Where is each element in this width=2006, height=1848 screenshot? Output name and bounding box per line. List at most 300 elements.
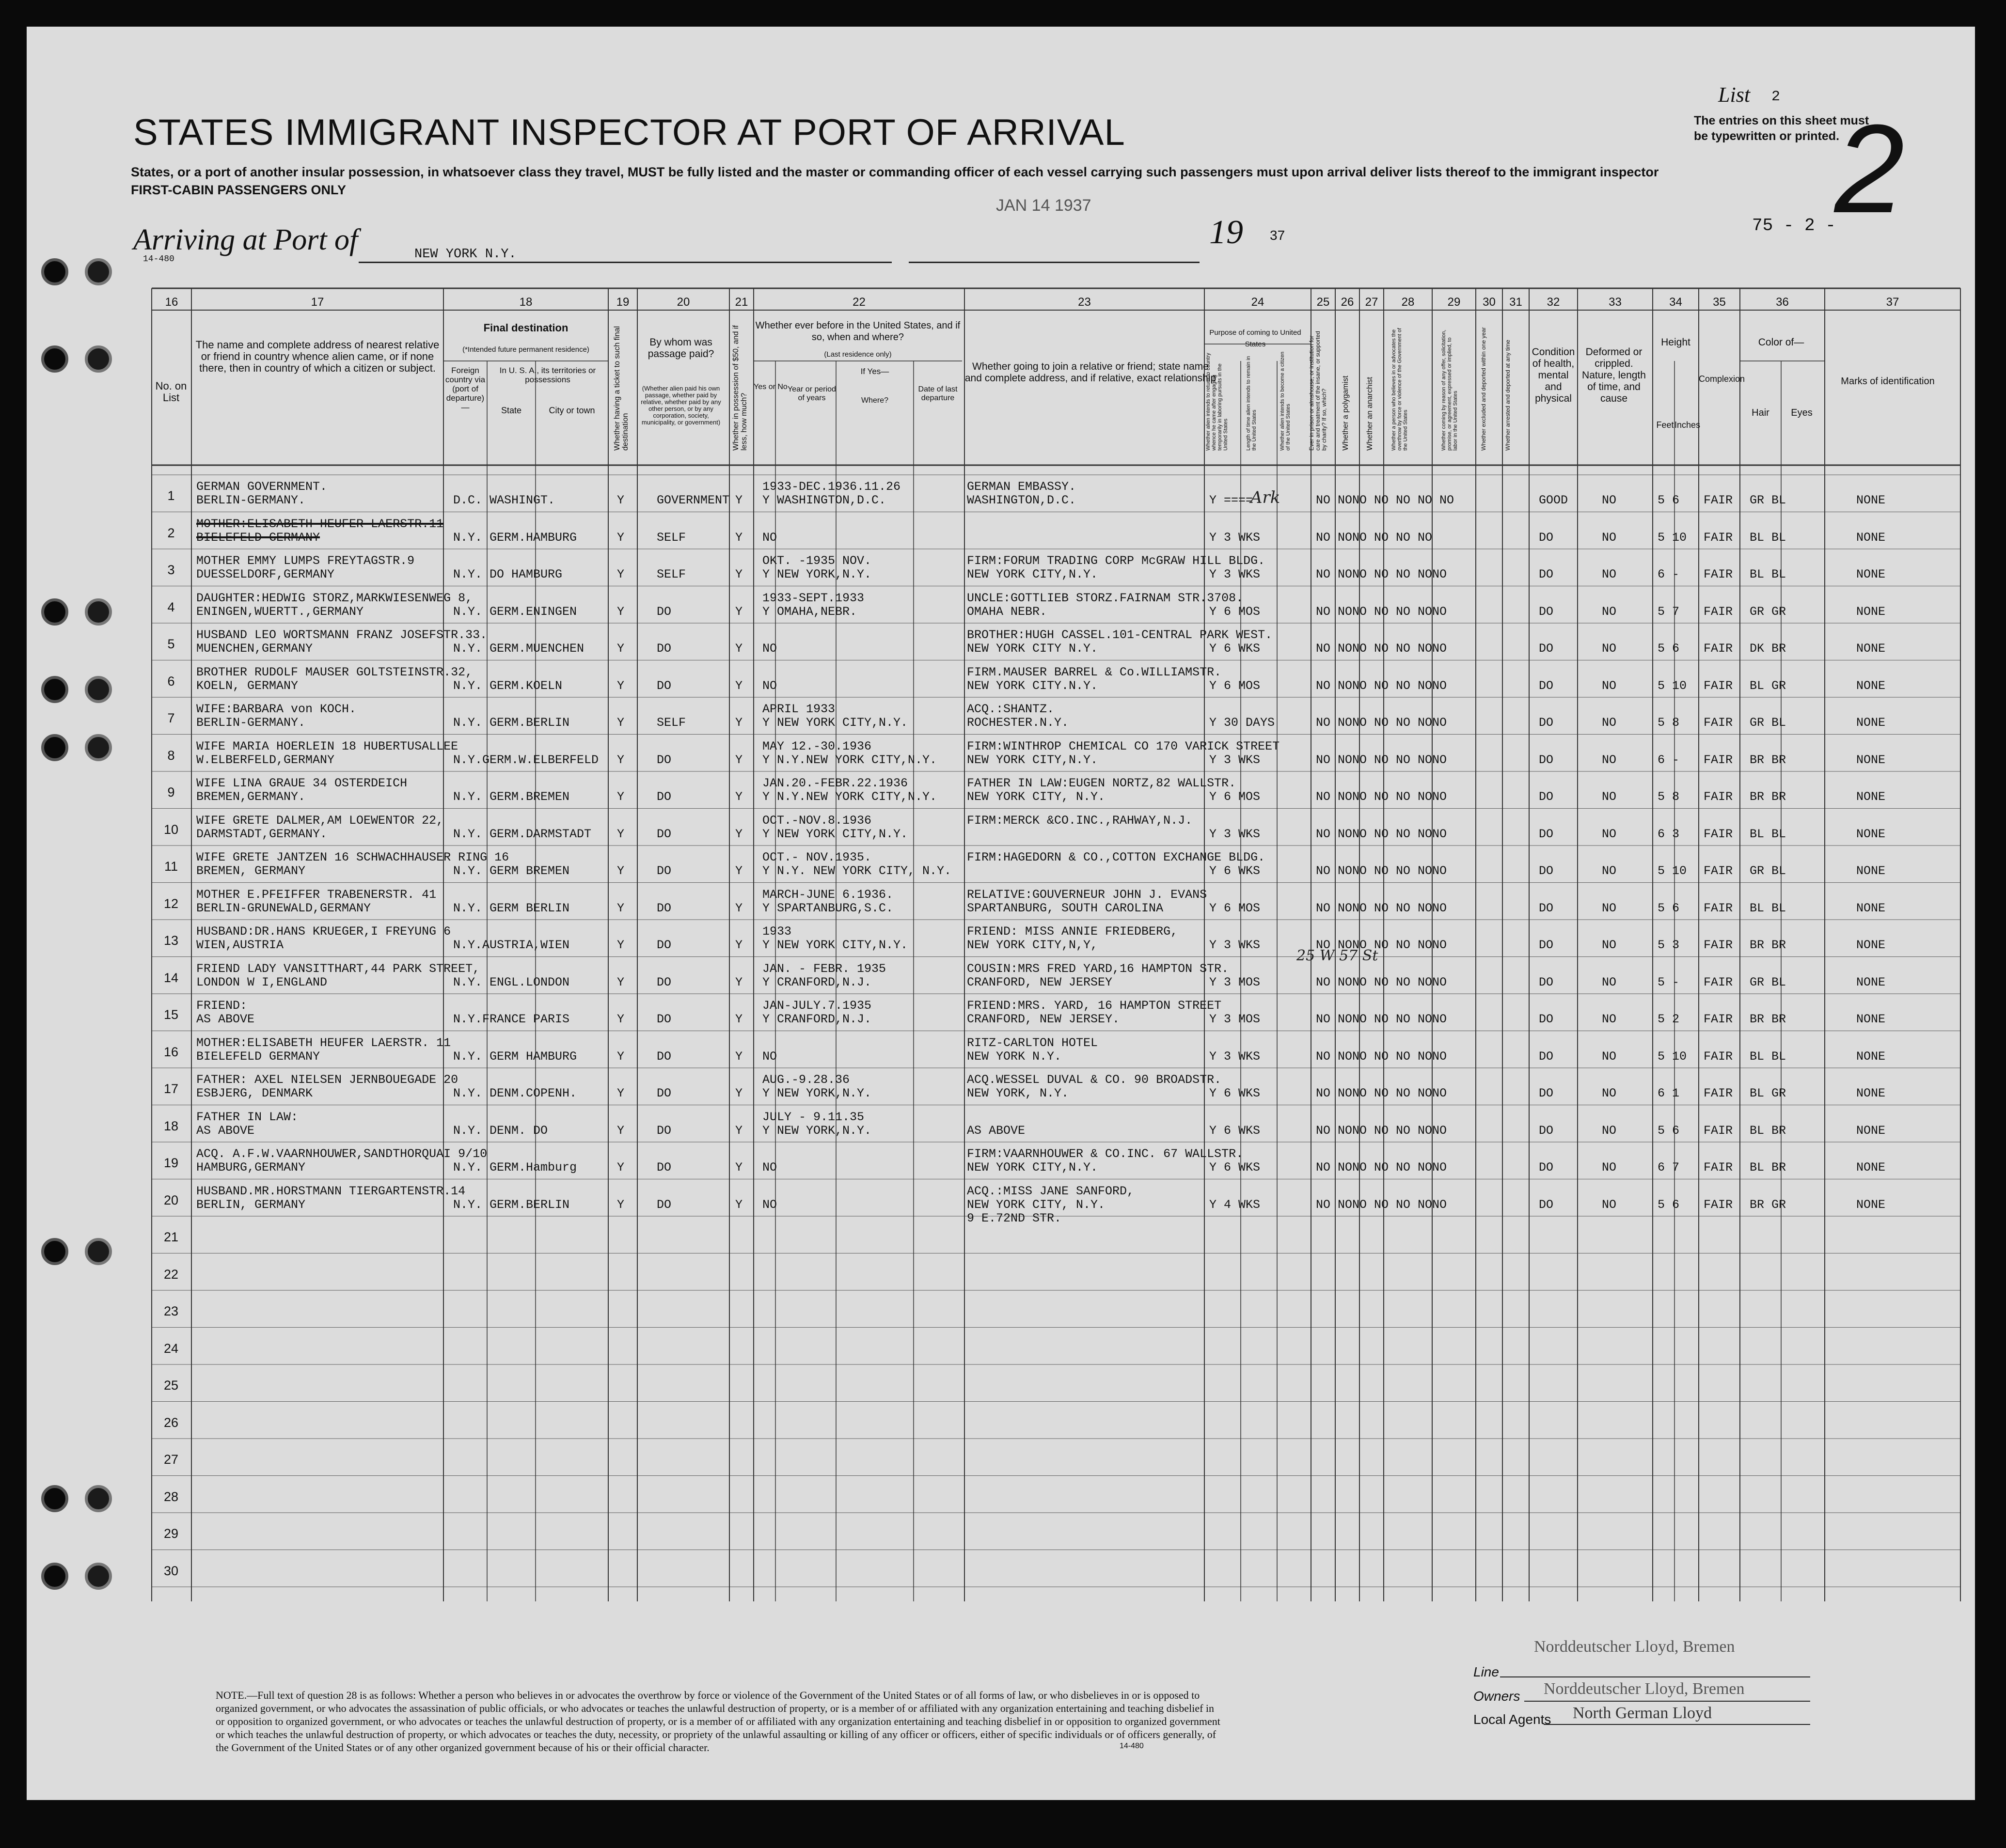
header-prison: Ever in prison or almshouse, or institution for care and treatment of the insane, or supported by charity? If so, which?	[1308, 331, 1327, 451]
relative-address-line: HUSBAND LEO WORTSMANN FRANZ JOSEFSTR.33.	[196, 628, 488, 642]
previous-us-stay: NO	[762, 530, 777, 545]
passage-paid-by: DO	[657, 1049, 672, 1064]
deformed-value: NO	[1602, 642, 1617, 656]
deformed-value: NO	[1602, 975, 1617, 989]
joining-relative-line: NEW YORK CITY,N.Y.	[967, 567, 1098, 581]
year-suffix: 37	[1270, 228, 1285, 243]
health-value: DO	[1539, 530, 1554, 545]
previous-us-stay: 1933	[762, 924, 792, 939]
fifty-dollars-value: Y	[735, 530, 743, 545]
row-number: 20	[163, 1192, 179, 1207]
hair-eyes-value: GR BL	[1750, 864, 1786, 878]
fifty-dollars-value: Y	[735, 1086, 743, 1100]
ticket-value: Y	[617, 827, 625, 841]
health-value: DO	[1539, 1160, 1554, 1175]
deformed-value: NO	[1602, 1123, 1617, 1138]
previous-us-stay: OCT.- NOV.1935.	[762, 850, 872, 864]
relative-address-line: W.ELBERFELD,GERMANY	[196, 752, 335, 767]
complexion-value: FAIR	[1704, 1123, 1733, 1138]
fifty-dollars-value: Y	[735, 938, 743, 952]
list-number-typed: 2	[1771, 89, 1781, 105]
previous-us-stay: OKT. -1935 NOV.	[762, 554, 872, 568]
health-value: DO	[1539, 752, 1554, 767]
previous-us-stay: MARCH-JUNE 6.1936.	[762, 887, 894, 902]
purpose-value: Y 30 DAYS	[1209, 716, 1275, 730]
height-value: 5 6	[1658, 493, 1680, 507]
ticket-value: Y	[617, 1160, 625, 1175]
final-destination: D.C. WASHINGT.	[453, 493, 555, 507]
relative-address-line: BERLIN-GERMANY.	[196, 716, 306, 730]
health-value: DO	[1539, 901, 1554, 915]
passage-paid-by: SELF	[657, 716, 686, 730]
column-number: 18	[519, 296, 533, 309]
passage-paid-by: DO	[657, 901, 672, 915]
height-value: 5 6	[1658, 901, 1680, 915]
row-number: 10	[163, 822, 179, 837]
deformed-value: NO	[1602, 1160, 1617, 1175]
fifty-dollars-value: Y	[735, 716, 743, 730]
complexion-value: FAIR	[1704, 827, 1733, 841]
fifty-dollars-value: Y	[735, 790, 743, 804]
relative-address-line: FRIEND:	[196, 999, 248, 1013]
row-number: 29	[163, 1526, 179, 1541]
header-passage-note: (Whether alien paid his own passage, whether paid by relative, whether paid by any other person, or by any corporation, society, municipality, or government)	[641, 385, 721, 426]
relative-address-line: BERLIN-GRUNEWALD,GERMANY	[196, 901, 371, 915]
passage-paid-by: DO	[657, 790, 672, 804]
health-value: DO	[1539, 975, 1554, 989]
previous-us-stay: JULY - 9.11.35	[762, 1110, 865, 1124]
complexion-value: FAIR	[1704, 1012, 1733, 1026]
column-number: 21	[735, 296, 748, 309]
column-number: 35	[1713, 296, 1726, 309]
passage-paid-by: DO	[657, 1197, 672, 1212]
health-value: DO	[1539, 1049, 1554, 1064]
footnote-question-28: NOTE.—Full text of question 28 is as follows: Whether a person who believes in or advocates the overthrow by force or violence of the Government of the United States or of all forms of law, or who disbelieves in or is opposed to organized government, or who advocates the assassination of public officials, or who advocates or teaches the unlawful destruction of property, or is a member of or affiliated with any organization entertaining and teaching disbelief in or opposition to organized government, or who advocates or teaches the unlawful destruction of property, or is a member of or affiliated with any organization entertaining and teaching disbelief in or opposition to organized government or which teaches the unlawful destruction of property, or which advocates or teaches the duty, necessity, or propriety of the unlawful assaulting or killing of any officer or officers, either of specific individuals or of officers generally, of the Government of the United States or of any other organized government because of his or their official character.	[216, 1689, 1220, 1754]
relative-address-line: AS ABOVE	[196, 1123, 255, 1138]
form-number-top: 14-480	[143, 254, 174, 264]
relative-address-line: MOTHER:ELISABETH HEUFER LAERSTR. 11	[196, 1035, 451, 1050]
relative-address-line: DARMSTADT,GERMANY.	[196, 827, 328, 841]
complexion-value: FAIR	[1704, 1049, 1733, 1064]
purpose-value: Y 3 WKS	[1209, 567, 1261, 581]
relative-address-line: HAMBURG,GERMANY	[196, 1160, 306, 1175]
height-value: 5 10	[1658, 864, 1687, 878]
marks-value: NONE	[1856, 752, 1886, 767]
health-value: DO	[1539, 567, 1554, 581]
purpose-value: Y 3 MOS	[1209, 1012, 1261, 1026]
row-number: 18	[163, 1118, 179, 1133]
joining-relative-line: COUSIN:MRS FRED YARD,16 HAMPTON STR.	[967, 961, 1229, 976]
complexion-value: FAIR	[1704, 975, 1733, 989]
joining-relative-line: FIRM:WINTHROP CHEMICAL CO 170 VARICK STREET	[967, 739, 1280, 753]
previous-us-stay: AUG.-9.28.36	[762, 1073, 850, 1087]
questions-25-31: NO NONO NO NO NONO	[1316, 604, 1447, 619]
joining-relative-line: NEW YORK CITY N.Y.	[967, 642, 1098, 656]
previous-us-stay: Y NEW YORK CITY,N.Y.	[762, 827, 908, 841]
previous-us-stay: Y NEW YORK CITY,N.Y.	[762, 716, 908, 730]
complexion-value: FAIR	[1704, 790, 1733, 804]
hair-eyes-value: GR BL	[1750, 493, 1786, 507]
health-value: DO	[1539, 1197, 1554, 1212]
row-number: 28	[163, 1489, 179, 1504]
passage-paid-by: DO	[657, 1160, 672, 1175]
fifty-dollars-value: Y	[735, 901, 743, 915]
height-value: 5 6	[1658, 1123, 1680, 1138]
ticket-value: Y	[617, 493, 625, 507]
height-value: 6 -	[1658, 752, 1680, 767]
marks-value: NONE	[1856, 493, 1886, 507]
previous-us-stay: Y CRANFORD,N.J.	[762, 1012, 872, 1026]
fifty-dollars-value: Y	[735, 493, 743, 507]
questions-25-31: NO NONO NO NO NONO	[1316, 1049, 1447, 1064]
fifty-dollars-value: Y	[735, 567, 743, 581]
agents-label: Local Agents	[1473, 1712, 1551, 1727]
fifty-dollars-value: Y	[735, 678, 743, 693]
final-destination: N.Y. GERM.ENINGEN	[453, 604, 577, 619]
joining-relative-line: UNCLE:GOTTLIEB STORZ.FAIRNAM STR.3708.	[967, 591, 1244, 605]
previous-us-stay: Y NEW YORK,N.Y.	[762, 1123, 872, 1138]
ticket-value: Y	[617, 1197, 625, 1212]
previous-us-stay: 1933-SEPT.1933	[762, 591, 865, 605]
relative-address-line: WIFE LINA GRAUE 34 OSTERDEICH	[196, 776, 408, 790]
row-number: 2	[167, 525, 175, 540]
column-number: 24	[1251, 296, 1264, 309]
relative-address-line: HUSBAND.MR.HORSTMANN TIERGARTENSTR.14	[196, 1184, 466, 1198]
previous-us-stay: Y NEW YORK,N.Y.	[762, 567, 872, 581]
joining-relative-line: NEW YORK CITY,N.Y.	[967, 1160, 1098, 1175]
list-label: List	[1718, 83, 1751, 107]
height-value: 5 6	[1658, 1197, 1680, 1212]
relative-address-line: WIFE:BARBARA von KOCH.	[196, 702, 357, 716]
previous-us-stay: JAN. - FEBR. 1935	[762, 961, 886, 976]
marks-value: NONE	[1856, 642, 1886, 656]
fifty-dollars-value: Y	[735, 864, 743, 878]
purpose-value: Y 6 WKS	[1209, 1123, 1261, 1138]
ticket-value: Y	[617, 567, 625, 581]
purpose-value: Y 3 WKS	[1209, 827, 1261, 841]
header-marks: Marks of identification	[1841, 376, 1935, 387]
header-excluded: Whether excluded and deported within one year	[1480, 327, 1487, 451]
joining-relative-line: AS ABOVE	[967, 1123, 1026, 1138]
passage-paid-by: GOVERNMENT	[657, 493, 730, 507]
health-value: DO	[1539, 642, 1554, 656]
ticket-value: Y	[617, 530, 625, 545]
joining-relative-line: BROTHER:HUGH CASSEL.101-CENTRAL PARK WEST.	[967, 628, 1273, 642]
passage-paid-by: DO	[657, 642, 672, 656]
relative-address-line: MOTHER EMMY LUMPS FREYTAGSTR.9	[196, 554, 415, 568]
ticket-value: Y	[617, 716, 625, 730]
final-destination: N.Y. ENGL.LONDON	[453, 975, 570, 989]
deformed-value: NO	[1602, 1197, 1617, 1212]
purpose-value: Y 3 MOS	[1209, 975, 1261, 989]
row-number: 3	[167, 563, 175, 577]
column-number: 28	[1401, 296, 1415, 309]
joining-relative-line: FIRM:FORUM TRADING CORP McGRAW HILL BLDG.	[967, 554, 1265, 568]
header-final-destination: Final destination	[483, 322, 569, 334]
marks-value: NONE	[1856, 1049, 1886, 1064]
previous-us-stay: MAY 12.-30.1936	[762, 739, 872, 753]
final-destination: N.Y. GERM.BERLIN	[453, 716, 570, 730]
header-foreign-country: Foreign country via (port of departure)—	[445, 366, 486, 412]
relative-address-line: WIFE MARIA HOERLEIN 18 HUBERTUSALLEE	[196, 739, 458, 753]
final-destination: N.Y. DENM. DO	[453, 1123, 548, 1138]
handwritten-note: Ark	[1250, 488, 1280, 507]
column-number: 20	[677, 296, 690, 309]
marks-value: NONE	[1856, 864, 1886, 878]
complexion-value: FAIR	[1704, 752, 1733, 767]
column-number: 22	[853, 296, 866, 309]
row-number: 9	[167, 785, 175, 799]
relative-address-line: BIELEFELD GERMANY	[196, 1049, 320, 1064]
purpose-value: Y 3 WKS	[1209, 938, 1261, 952]
complexion-value: FAIR	[1704, 1160, 1733, 1175]
header-hair: Hair	[1752, 407, 1769, 418]
previous-us-stay: JAN.20.-FEBR.22.1936	[762, 776, 908, 790]
owners-underline	[1524, 1701, 1810, 1702]
marks-value: NONE	[1856, 678, 1886, 693]
marks-value: NONE	[1856, 1012, 1886, 1026]
passage-paid-by: DO	[657, 604, 672, 619]
marks-value: NONE	[1856, 975, 1886, 989]
complexion-value: FAIR	[1704, 716, 1733, 730]
row-number: 11	[164, 859, 178, 874]
questions-25-31: NO NONO NO NO NONO	[1316, 642, 1447, 656]
column-number: 25	[1316, 296, 1330, 309]
joining-relative-line: FIRM:VAARNHOUWER & CO.INC. 67 WALLSTR.	[967, 1147, 1244, 1161]
purpose-value: Y 3 WKS	[1209, 530, 1261, 545]
passage-paid-by: SELF	[657, 530, 686, 545]
joining-relative-line: ACQ.:MISS JANE SANFORD,	[967, 1184, 1135, 1198]
passage-paid-by: DO	[657, 864, 672, 878]
previous-us-stay: Y NEW YORK,N.Y.	[762, 1086, 872, 1100]
joining-relative-line: NEW YORK N.Y.	[967, 1049, 1062, 1064]
height-value: 5 2	[1658, 1012, 1680, 1026]
header-state: State	[501, 406, 522, 415]
header-before-in-us: Whether ever before in the United States, and if so, when and where?	[755, 320, 961, 343]
complexion-value: FAIR	[1704, 938, 1733, 952]
hair-eyes-value: DK BR	[1750, 642, 1786, 656]
column-number: 31	[1509, 296, 1522, 309]
height-value: 6 -	[1658, 567, 1680, 581]
typewrite-note: be typewritten or printed.	[1694, 129, 1840, 143]
passage-paid-by: DO	[657, 938, 672, 952]
hair-eyes-value: BL BL	[1750, 827, 1786, 841]
deformed-value: NO	[1602, 864, 1617, 878]
joining-relative-line: FIRM:HAGEDORN & CO.,COTTON EXCHANGE BLDG.	[967, 850, 1265, 864]
passage-paid-by: DO	[657, 752, 672, 767]
height-value: 5 10	[1658, 530, 1687, 545]
height-value: 6 7	[1658, 1160, 1680, 1175]
previous-us-stay: OCT.-NOV.8.1936	[762, 813, 872, 828]
height-value: 6 3	[1658, 827, 1680, 841]
ticket-value: Y	[617, 864, 625, 878]
list-reference: 75 - 2 -	[1752, 216, 1836, 235]
ticket-value: Y	[617, 975, 625, 989]
header-join-relative: Whether going to join a relative or friend; state name and complete address, and if relative, exact relationship	[964, 361, 1216, 384]
final-destination: N.Y. DO HAMBURG	[453, 567, 563, 581]
ticket-value: Y	[617, 1086, 625, 1100]
row-number: 12	[163, 896, 179, 911]
relative-address-line: BIELEFELD GERMANY	[196, 530, 320, 545]
passage-paid-by: DO	[657, 827, 672, 841]
header-polygamist: Whether a polygamist	[1342, 376, 1350, 451]
marks-value: NONE	[1856, 716, 1886, 730]
page-title: STATES IMMIGRANT INSPECTOR AT PORT OF ARRIVAL	[133, 112, 1125, 153]
previous-us-stay: JAN-JULY.7.1935	[762, 999, 872, 1013]
relative-address-line: GERMAN GOVERNMENT.	[196, 480, 328, 494]
fifty-dollars-value: Y	[735, 1197, 743, 1212]
row-number: 7	[167, 711, 175, 725]
row-number: 8	[167, 748, 175, 763]
joining-relative-line: NEW YORK CITY,N.Y.	[967, 752, 1098, 767]
questions-25-31: NO NONO NO NO NONO	[1316, 975, 1447, 989]
marks-value: NONE	[1856, 1160, 1886, 1175]
relative-address-line: AS ABOVE	[196, 1012, 255, 1026]
health-value: GOOD	[1539, 493, 1568, 507]
complexion-value: FAIR	[1704, 901, 1733, 915]
final-destination: N.Y. GERM HAMBURG	[453, 1049, 577, 1064]
joining-relative-line: RELATIVE:GOUVERNEUR JOHN J. EVANS	[967, 887, 1207, 902]
height-value: 6 1	[1658, 1086, 1680, 1100]
height-value: 5 8	[1658, 790, 1680, 804]
previous-us-stay: Y CRANFORD,N.J.	[762, 975, 872, 989]
joining-relative-line: FRIEND: MISS ANNIE FRIEDBERG,	[967, 924, 1178, 939]
header-arrested: Whether arrested and deported at any time	[1504, 340, 1511, 451]
header-final-destination-note: (*Intended future permanent residence)	[462, 345, 589, 354]
deformed-value: NO	[1602, 827, 1617, 841]
column-number: 34	[1669, 296, 1682, 309]
passage-paid-by: SELF	[657, 567, 686, 581]
row-number: 1	[167, 488, 175, 503]
hair-eyes-value: BL BR	[1750, 1123, 1786, 1138]
marks-value: NONE	[1856, 790, 1886, 804]
final-destination: N.Y. GERM.DARMSTADT	[453, 827, 592, 841]
height-value: 5 8	[1658, 716, 1680, 730]
column-number: 30	[1483, 296, 1496, 309]
previous-us-stay: NO	[762, 678, 777, 693]
header-no-on-list: No. on List	[155, 380, 187, 404]
hair-eyes-value: BR BR	[1750, 790, 1786, 804]
header-height: Height	[1661, 337, 1690, 348]
row-number: 6	[167, 673, 175, 689]
purpose-value: Y ====	[1209, 493, 1253, 507]
joining-relative-line: FIRM:MERCK &CO.INC.,RAHWAY,N.J.	[967, 813, 1193, 828]
purpose-value: Y 4 WKS	[1209, 1197, 1261, 1212]
hair-eyes-value: BR GR	[1750, 1197, 1786, 1212]
fifty-dollars-value: Y	[735, 1049, 743, 1064]
row-number: 15	[163, 1007, 179, 1022]
hair-eyes-value: BR BR	[1750, 752, 1786, 767]
line-stamp: Norddeutscher Lloyd, Bremen	[1534, 1638, 1735, 1656]
header-purpose: Purpose of coming to United States	[1209, 329, 1301, 348]
complexion-value: FAIR	[1704, 1086, 1733, 1100]
row-number: 5	[167, 637, 175, 651]
row-number: 24	[163, 1341, 179, 1356]
manifest-sheet	[27, 27, 1975, 1800]
previous-us-stay: NO	[762, 1197, 777, 1212]
marks-value: NONE	[1856, 827, 1886, 841]
marks-value: NONE	[1856, 1197, 1886, 1212]
deformed-value: NO	[1602, 1012, 1617, 1026]
header-last-residence: (Last residence only)	[824, 350, 892, 359]
header-deformed: Deformed or crippled. Nature, length of time, and cause	[1582, 346, 1646, 404]
header-purpose-citizen: Whether alien intends to become a citizen of the United States	[1279, 351, 1291, 451]
row-number: 13	[163, 933, 179, 948]
health-value: DO	[1539, 1123, 1554, 1138]
ticket-value: Y	[617, 1012, 625, 1026]
column-number: 17	[311, 296, 324, 309]
final-destination: N.Y.GERM.W.ELBERFELD	[453, 752, 599, 767]
header-relative-address: The name and complete address of nearest relative or friend in country whence alien came, or if none there, then in country of which a citizen or subject.	[195, 339, 440, 374]
joining-relative-line: CRANFORD, NEW JERSEY.	[967, 1012, 1120, 1026]
passage-paid-by: DO	[657, 678, 672, 693]
complexion-value: FAIR	[1704, 1197, 1733, 1212]
purpose-value: Y 6 MOS	[1209, 901, 1261, 915]
final-destination: N.Y.AUSTRIA,WIEN	[453, 938, 570, 952]
agents-stamp: North German Lloyd	[1573, 1704, 1712, 1722]
height-value: 5 7	[1658, 604, 1680, 619]
row-number: 14	[163, 970, 179, 985]
previous-us-stay: NO	[762, 1160, 777, 1175]
relative-address-line: ENINGEN,WUERTT.,GERMANY	[196, 604, 364, 619]
agents-underline	[1544, 1724, 1810, 1725]
joining-relative-line: ROCHESTER.N.Y.	[967, 716, 1069, 730]
final-destination: N.Y. GERM.MUENCHEN	[453, 642, 584, 656]
questions-25-31: NO NONO NO NO NONO	[1316, 1086, 1447, 1100]
deformed-value: NO	[1602, 901, 1617, 915]
row-number: 4	[167, 599, 175, 614]
header-complexion: Complexion	[1699, 374, 1745, 384]
previous-us-stay: 1933-DEC.1936.11.26	[762, 480, 901, 494]
health-value: DO	[1539, 1012, 1554, 1026]
header-in-usa: In U. S. A., its territories or possessions	[499, 366, 596, 384]
relative-address-line: MOTHER:ELISABETH HEUFER LAERSTR.11	[196, 517, 444, 531]
fifty-dollars-value: Y	[735, 827, 743, 841]
ticket-value: Y	[617, 790, 625, 804]
questions-25-31: NO NONO NO NO NONO	[1316, 1012, 1447, 1026]
final-destination: N.Y. GERM.BERLIN	[453, 1197, 570, 1212]
previous-us-stay: Y N.Y.NEW YORK CITY,N.Y.	[762, 790, 937, 804]
fifty-dollars-value: Y	[735, 642, 743, 656]
ticket-value: Y	[617, 901, 625, 915]
fifty-dollars-value: Y	[735, 1160, 743, 1175]
ticket-value: Y	[617, 642, 625, 656]
questions-25-31: NO NONO NO NO NONO	[1316, 864, 1447, 878]
arriving-label: Arriving at Port of	[133, 223, 358, 256]
column-number: 19	[616, 296, 630, 309]
header-color-of: Color of—	[1758, 337, 1804, 348]
hair-eyes-value: BL BL	[1750, 1049, 1786, 1064]
marks-value: NONE	[1856, 1086, 1886, 1100]
typewrite-note: The entries on this sheet must	[1694, 114, 1869, 127]
complexion-value: FAIR	[1704, 530, 1733, 545]
complexion-value: FAIR	[1704, 642, 1733, 656]
hair-eyes-value: BL BL	[1750, 901, 1786, 915]
questions-25-31: NO NONO NO NO NO NO	[1316, 493, 1454, 507]
relative-address-line: FATHER IN LAW:	[196, 1110, 299, 1124]
final-destination: N.Y. GERM BERLIN	[453, 901, 570, 915]
row-number: 16	[163, 1044, 179, 1059]
column-number: 33	[1609, 296, 1622, 309]
joining-relative-line: NEW YORK CITY,N,Y,	[967, 938, 1098, 952]
complexion-value: FAIR	[1704, 567, 1733, 581]
relative-address-line: DAUGHTER:HEDWIG STORZ,MARKWIESENWEG 8,	[196, 591, 473, 605]
hair-eyes-value: GR BL	[1750, 975, 1786, 989]
hair-eyes-value: BR BR	[1750, 938, 1786, 952]
height-value: 5 -	[1658, 975, 1680, 989]
joining-relative-line: RITZ-CARLTON HOTEL	[967, 1035, 1098, 1050]
joining-relative-line: FIRM.MAUSER BARREL & Co.WILLIAMSTR.	[967, 665, 1222, 679]
